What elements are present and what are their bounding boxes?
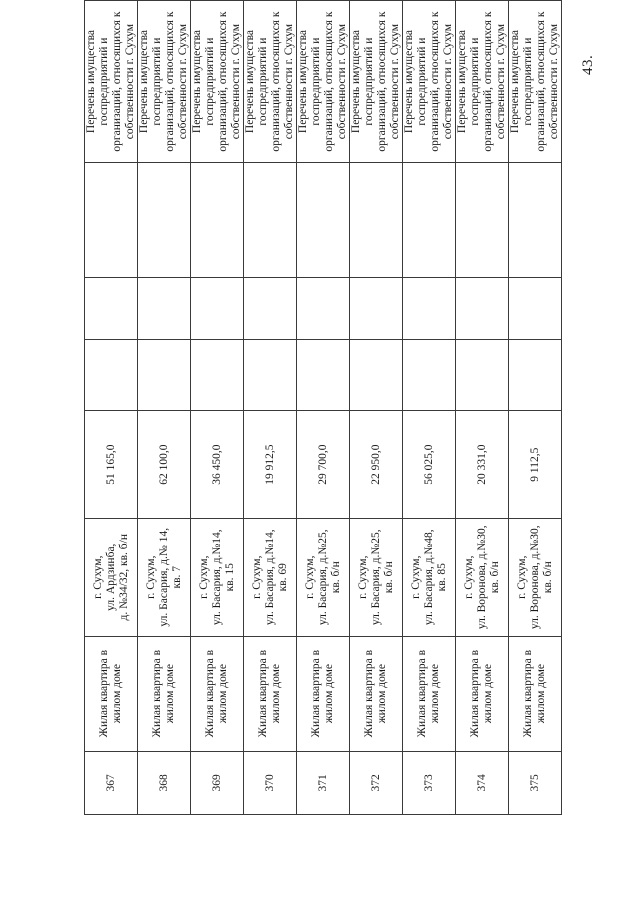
blank-cell [403, 277, 456, 340]
blank-cell [191, 163, 244, 278]
row-number-cell: 367 [85, 751, 138, 814]
basis-document-cell: Перечень имущества госпредприятий и организаций, относящихся к собственности г. Сухум [244, 1, 297, 163]
value-cell: 22 950,0 [350, 411, 403, 518]
blank-cell [138, 163, 191, 278]
address-cell: г. Сухум, ул. Басария, д.№48, кв. 85 [403, 518, 456, 636]
table-row [350, 1, 403, 815]
basis-document-cell: Перечень имущества госпредприятий и организаций, относящихся к собственности г. Сухум [456, 1, 509, 163]
table-row [244, 1, 297, 815]
blank-cell [85, 340, 138, 411]
value-cell: 9 112,5 [509, 411, 562, 518]
blank-cell [191, 277, 244, 340]
table-row [509, 1, 562, 815]
blank-cell [138, 340, 191, 411]
value-cell: 51 165,0 [85, 411, 138, 518]
basis-document-cell: Перечень имущества госпредприятий и организаций, относящихся к собственности г. Сухум [191, 1, 244, 163]
basis-document-cell: Перечень имущества госпредприятий и организаций, относящихся к собственности г. Сухум [350, 1, 403, 163]
basis-document-cell: Перечень имущества госпредприятий и организаций, относящихся к собственности г. Сухум [138, 1, 191, 163]
blank-cell [403, 340, 456, 411]
row-number-cell: 371 [297, 751, 350, 814]
object-name-cell: Жилая квартира в жилом доме [85, 636, 138, 751]
address-cell: г. Сухум, ул. Басария, д.№14, кв. 15 [191, 518, 244, 636]
basis-document-cell: Перечень имущества госпредприятий и организаций, относящихся к собственности г. Сухум [85, 1, 138, 163]
blank-cell [138, 277, 191, 340]
object-name-cell: Жилая квартира в жилом доме [509, 636, 562, 751]
basis-document-cell: Перечень имущества госпредприятий и организаций, относящихся к собственности г. Сухум [403, 1, 456, 163]
blank-cell [509, 163, 562, 278]
value-cell: 56 025,0 [403, 411, 456, 518]
blank-cell [456, 340, 509, 411]
table-body [85, 1, 562, 815]
object-name-cell: Жилая квартира в жилом доме [403, 636, 456, 751]
blank-cell [403, 163, 456, 278]
table-row [403, 1, 456, 815]
row-number-cell: 369 [191, 751, 244, 814]
blank-cell [85, 163, 138, 278]
blank-cell [244, 340, 297, 411]
blank-cell [350, 277, 403, 340]
basis-document-cell: Перечень имущества госпредприятий и организаций, относящихся к собственности г. Сухум [509, 1, 562, 163]
address-cell: г. Сухум, ул. Басария, д.№ 14, кв. 7 [138, 518, 191, 636]
row-number-cell: 370 [244, 751, 297, 814]
value-cell: 20 331,0 [456, 411, 509, 518]
table-row [138, 1, 191, 815]
property-registry-table [84, 0, 562, 815]
object-name-cell: Жилая квартира в жилом доме [297, 636, 350, 751]
blank-cell [85, 277, 138, 340]
object-name-cell: Жилая квартира в жилом доме [244, 636, 297, 751]
address-cell: г. Сухум, ул. Воронова, д.№30, кв. б/н [509, 518, 562, 636]
address-cell: г. Сухум, ул. Басария, д.№25, кв. б/н [350, 518, 403, 636]
value-cell: 36 450,0 [191, 411, 244, 518]
blank-cell [297, 340, 350, 411]
table-row [456, 1, 509, 815]
basis-document-cell: Перечень имущества госпредприятий и организаций, относящихся к собственности г. Сухум [297, 1, 350, 163]
blank-cell [244, 163, 297, 278]
address-cell: г. Сухум, ул. Воронова, д.№30, кв. б/н [456, 518, 509, 636]
row-number-cell: 373 [403, 751, 456, 814]
blank-cell [297, 163, 350, 278]
blank-cell [297, 277, 350, 340]
blank-cell [509, 277, 562, 340]
object-name-cell: Жилая квартира в жилом доме [191, 636, 244, 751]
blank-cell [244, 277, 297, 340]
object-name-cell: Жилая квартира в жилом доме [350, 636, 403, 751]
value-cell: 29 700,0 [297, 411, 350, 518]
address-cell: г. Сухум, ул. Ардзинба, д. №34/32, кв. б/н [85, 518, 138, 636]
object-name-cell: Жилая квартира в жилом доме [456, 636, 509, 751]
value-cell: 62 100,0 [138, 411, 191, 518]
address-cell: г. Сухум, ул. Басария, д.№25, кв. б/н [297, 518, 350, 636]
table-row [191, 1, 244, 815]
blank-cell [456, 277, 509, 340]
blank-cell [191, 340, 244, 411]
page-number: 43. [580, 54, 596, 75]
blank-cell [456, 163, 509, 278]
table-row [85, 1, 138, 815]
row-number-cell: 374 [456, 751, 509, 814]
row-number-cell: 375 [509, 751, 562, 814]
address-cell: г. Сухум, ул. Басария, д.№14, кв. 69 [244, 518, 297, 636]
blank-cell [509, 340, 562, 411]
blank-cell [350, 340, 403, 411]
object-name-cell: Жилая квартира в жилом доме [138, 636, 191, 751]
table-row [297, 1, 350, 815]
blank-cell [350, 163, 403, 278]
row-number-cell: 368 [138, 751, 191, 814]
value-cell: 19 912,5 [244, 411, 297, 518]
row-number-cell: 372 [350, 751, 403, 814]
